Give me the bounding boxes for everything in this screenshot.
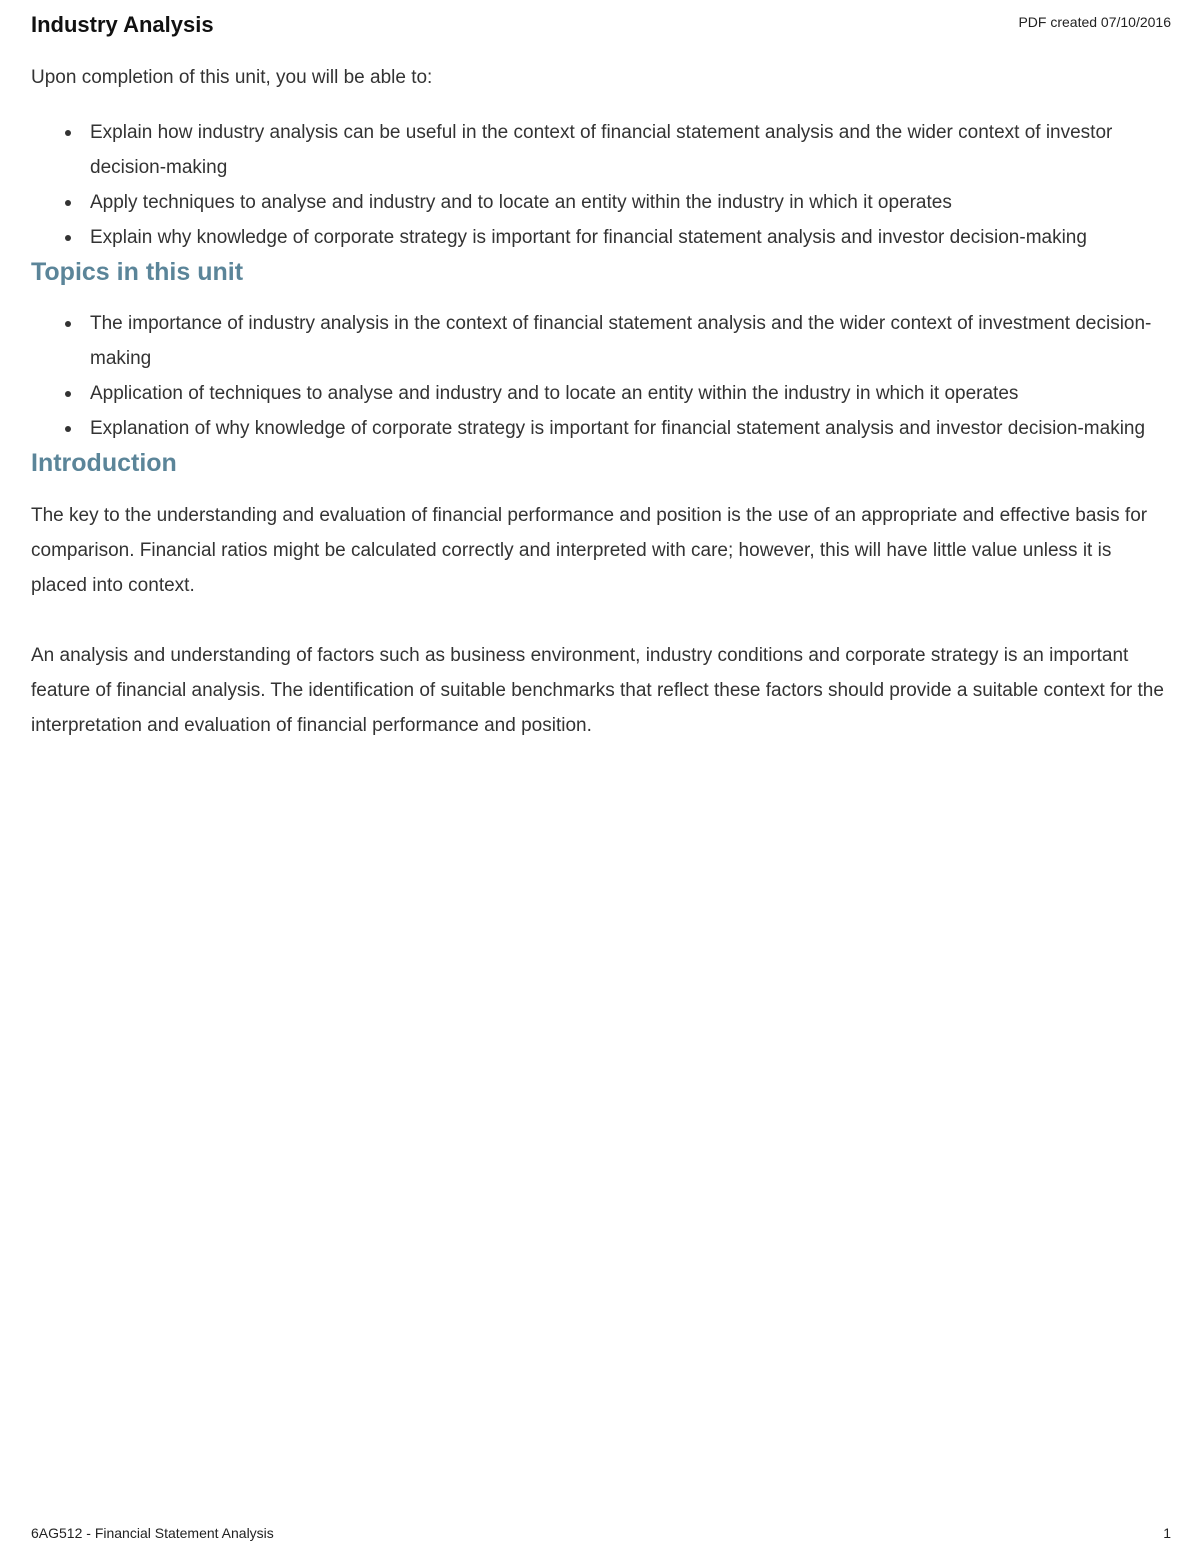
list-item (90, 411, 1171, 446)
list-item (90, 220, 1171, 255)
bullet-icon (65, 426, 71, 432)
introduction-paragraph-1: The key to the understanding and evaluation of financial performance and position is the use of an appropriate and effective basis for comparison. Financial ratios might be calculated correctly and interpreted with care; however, this will have little value unless it is placed into context. (31, 505, 1148, 596)
topics-heading: Topics in this unit (31, 258, 244, 286)
bullet-icon (65, 200, 71, 206)
bullet-icon (65, 130, 71, 136)
list-item (90, 185, 1171, 220)
bullet-icon (65, 235, 71, 241)
footer-page-number: 1 (1163, 1525, 1171, 1541)
topics-list (31, 306, 1171, 446)
page-footer (31, 1522, 1171, 1544)
list-item (90, 376, 1171, 411)
outcomes-list (31, 115, 1171, 255)
list-item-text: Application of techniques to analyse and industry and to locate an entity within the industry in which it operates (90, 383, 1019, 404)
document-title: Industry Analysis (31, 12, 214, 37)
bullet-icon (65, 321, 71, 327)
list-item-text: Explain why knowledge of corporate strategy is important for financial statement analysis and investor decision-making (90, 227, 1087, 248)
footer-course-title: 6AG512 - Financial Statement Analysis (31, 1525, 274, 1541)
list-item-text: The importance of industry analysis in the context of financial statement analysis and the wider context of investment decision-making (90, 313, 1152, 369)
outcomes-intro: Upon completion of this unit, you will be able to: (31, 67, 433, 88)
page-header (31, 10, 1171, 40)
list-item-text: Explanation of why knowledge of corporate strategy is important for financial statement analysis and investor decision-making (90, 418, 1146, 439)
introduction-heading: Introduction (31, 449, 177, 477)
main-content (31, 60, 1171, 743)
bullet-icon (65, 391, 71, 397)
pdf-created-date: PDF created 07/10/2016 (1018, 14, 1171, 30)
introduction-paragraph-2: An analysis and understanding of factors such as business environment, industry conditions and corporate strategy is an important feature of financial analysis. The identification of suitable benchmarks that reflect these factors should provide a suitable context for the interpretation and evaluation of financial performance and position. (31, 645, 1164, 736)
list-item-text: Apply techniques to analyse and industry and to locate an entity within the industry in which it operates (90, 192, 952, 213)
list-item (90, 306, 1171, 376)
list-item (90, 115, 1171, 185)
list-item-text: Explain how industry analysis can be useful in the context of financial statement analysis and the wider context of investor decision-making (90, 122, 1113, 178)
